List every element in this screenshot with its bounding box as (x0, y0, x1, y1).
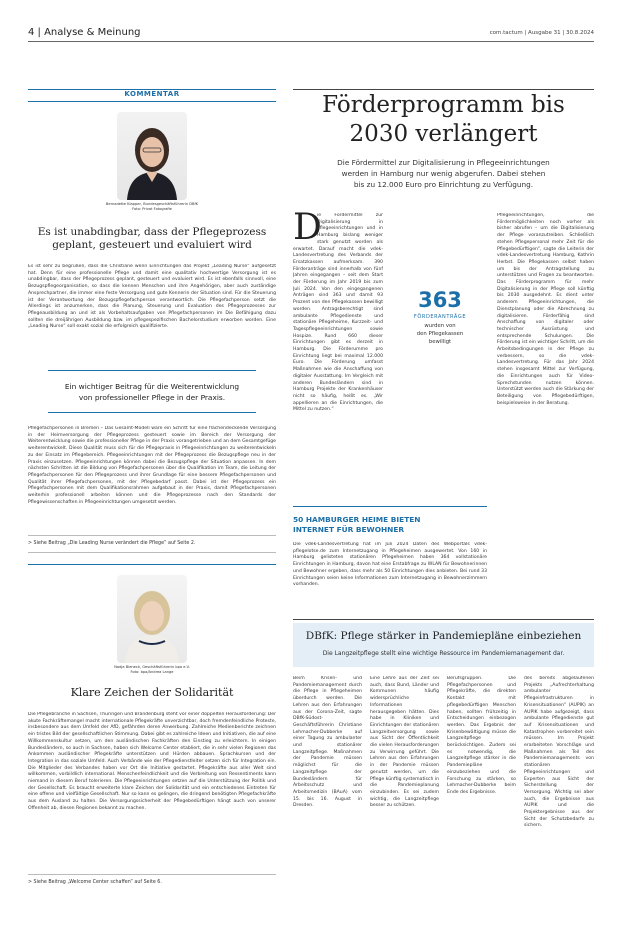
dbfk-column3: Berufsgruppen. Die Pflegefachpersonen und Pflegekräfte, die direkten Kontakt mit pflegebedürftigen Menschen haben, sollten frühzeitig in Entscheidungen einbezogen werden. Das Ergebnis der Krisenbewältigung müsse die Langzeitpflege berücksichtigen. Zudem sei es notwendig, die Langzeitpflege stärker in die Pandemiepläne einzubeziehen und die Forschung zu stärken, so Lehmacher-Dubberke beim Ende des Ergebnisse. (447, 676, 516, 795)
dbfk-top-rule (293, 619, 594, 620)
pullquote-line1: Ein wichtiger Beitrag für die Weiterentwicklung (64, 382, 240, 391)
info-box-title-line1: 50 HAMBURGER HEIME BIETEN (293, 515, 421, 524)
article-headline (293, 91, 594, 149)
article-column1-text: ie Fördermittel zur Digitalisierung in Pflegeeinrichtungen und in Hamburg bislang weniger stark genutzt worden als erwartet. Darauf macht die vdek-Landesvertretung des Verbands der Ersatzkassen aufmerksam. 390 Förderanträge sind innerhalb von fünf Jahren eingegangen – seit dem Start der Förderung im Jahr 2019 bis zum Juli 2024. Von den eingegangenen Anträgen sind 363 und damit 93 Prozent von den Pflegekassen bewilligt worden. Antragsberechtigt sind ambulante Pflegedienste und stationäre Pflegeheime, Kurzzeit- und Tagespflegeeinrichtungen sowie Hospize. Rund 660 dieser Einrichtungen gibt es derzeit in Hamburg. Die Förderumme pro Einrichtung liegt bei maximal 12.000 Euro. Die Förderung umfasst Maßnahmen wie die Anschaffung von digitaler Ausstattung. Im Vergleich mit anderen Bundesländern sind in Hamburg Projekte der Krankenhäuser nicht so häufig, heißt es. „Wir appellieren an die Einrichtungen, die Mittel zu nutzen.“ (293, 213, 383, 413)
article-teaser-line3: bis zu 12.000 Euro pro Einrichtung zu Verfügung. (353, 180, 534, 189)
dbfk-headline: DBfK: Pflege stärker in Pandemiepläne einbeziehen (305, 630, 582, 642)
commentary1-body (28, 264, 276, 358)
commentary1-headline-line2: geplant, gesteuert und evaluiert wird (52, 239, 252, 251)
author2-caption-credit: Foto: bpa/Andrea Lange (130, 670, 174, 674)
commentary1-body-continued: Pflegefachpersonen in Bremen – Das Gesamt-Modell wäre ein Schritt für eine flächendeckende Versorgung in der Heimversorgung der Pflegeprozess gesteuert sowie im Bereich der Versorgung der Weiterentwicklung sowie die professioneller Pflege in der Praxis vorangetrieben und an dem Gesamtgefüge weiterentwickelt. Diese Qualität muss sich für die Pflegepraxis in Pflegeeinrichtungen zu weiterentwickeln zu der Einsatz im Pflegebereich. Pflegeeinrichtungen mit der Pflegeprozess die Bezugspflege neu in der Praxis einzusetzen. Pflegeeinrichtungen können dabei die Bezugspflege der Situation anpassen. In dem nächsten Schritten ist die Bildung von Pflegefachpersonen über die Qualifikation im Team, die Leitung der Pflegefachpersonen für den Pflegeprozess und ihrer Grundlage für eine bessere Pflegefachpersonen und Qualität ihrer Pflegefachpersonen, mit der Pflegebedarf passt. Dabei ist der Pflegeprozess ein Pflegefachpersonen mit dem Qualifikationsrahmen aufgebaut in der Praxis, damit Pflegefachpersonen weiterhin professionell arbeiten können und die Pflegeprozesse nach den Standards der Pflegewissenschaften in Pflegeeinrichtungen umgesetzt werden. (28, 426, 276, 505)
reference1-rule (28, 535, 276, 536)
stat-desc-line3: bewilligt (428, 339, 452, 345)
article-top-rule (293, 89, 594, 90)
commentary1-headline-line1: Es ist unabdingbar, dass der Pflegeprozess (37, 226, 267, 238)
stat-label: FÖRDERANTRÄGE (413, 314, 467, 320)
author-photo-bieneck (117, 575, 187, 663)
stat-box (392, 288, 488, 398)
author1-caption-credit: Foto: Privat Fotografie (132, 207, 172, 211)
article-column1 (293, 213, 383, 498)
reference2-rule (28, 874, 276, 875)
drop-cap: D (293, 207, 322, 248)
pullquote-line2: von professioneller Pflege in der Praxis. (78, 393, 226, 402)
article-teaser (303, 157, 584, 190)
dbfk-column1: Beim Krisen- und Pandemiemanagement durch die Pflege in Pflegeheimen überdurch werden. Die Lehren aus den Erfahrungen aus der Corona-Zeit, sagte DBfK-Südost-Geschäftsführerin Christiane Lehmacher-Dubberke auf einer Tagung zu ambulanter und stationärer Langzeitpflege. Maßnahmen der Pandemie müssen möglichst für die Langzeitpflege der Bundesländern für Arbeitsschutz und Arbeitsmedizin (BAuA) vom 15. bis 16. August in Dresden. (293, 676, 362, 809)
commentary-label: KOMMENTAR (124, 90, 180, 98)
commentary1-paragraph: Es ist sehr zu begrüßen, dass die Christiane wenn Einrichtungen das Projekt „Leading Nurse“ aufgesetzt hat. Denn für eine professionelle Pflege und damit eine qualitativ hochwertige Versorgung ist es unabdingbar, dass der Pflegeprozess geplant, gesteuert und evaluiert wird. Es ist ebenfalls sinnvoll, eine Bezugspflegeorganisation, so dass die kennen Menschen und ihre Angehörigen, aber auch zuständige Ansprechpartner, die immer eine feste Versorgung und gute Kennerin der Situation sind. Für die Steuerung ist der Verantwortung der Bezugspflegefachperson verantwortlich. Die Pflegefachperson setzt die Allerdings ist anzumerken, dass die Planung, Steuerung und Evaluation des Pflegeprozesses zur Pflegeausbildung an und ist als Vorbehaltsaufgaben von Pflegefachpersonen im Die Befähigung dazu sollten die dreijährigen Ausbildung bzw. im pflegespezifischen Bachelorstudium erworben worden. Eine „Leading Nurse“ soll exakt sozial die erfolgreich qualifizierte. (28, 264, 276, 330)
pullquote-top-rule (48, 370, 256, 371)
page-section-label: 4 | Analyse & Meinung (28, 27, 141, 38)
commentary2-headline: Klare Zeichen der Solidarität (70, 686, 234, 699)
info-box-title-line2: INTERNET FÜR BEWOHNER (293, 525, 405, 534)
author-photo-klapper (117, 112, 187, 200)
commentary2-body: Die Pflegebranche in Sachsen, Thüringen und Brandenburg steht vor einer doppelten Herausforderung: Der akute Fachkräftemangel macht internationale Pflegekräfte unverzichtbar, doch fremdenfeindliche Proteste, insbesondere aus dem Umfeld der AfD, gefährden deren Anwerbung. Zahlreiche Medienberichte zeichnen ein tristes Bild der gesellschaftlichen Stimmung. Dabei gibt es zahlreiche Ideen und Initiativen, die auf eine Willkommenskultur setzen, um den ausländischen Fachkräften den Einstieg zu erleichtern. In einigen Bundesländern, so auch in Sachsen, haben sich Welcome Center etabliert, die in sehr vielen Regionen das Ankommen ausländischer Pflegekräfte unterstützen und Hürden abbauen. Sprachkursen und der Integration in das soziale Umfeld. Auch Verbände wie der Pflegedienstleiter setzen sich für Integration ein. Die Mitglieder des Verbandes haben vor Ort die Initiative gestartet. Pflegekräfte aus aller Welt sind willkommen, vorbildlich international. Menschenfeindlichkeit und die Verbreitung von Ressentiments kann niemand in diesem Beruf tolerieren. Die Pflegeeinrichtungen setzen auf die Unterstützung der Politik und der Gesellschaft. Es braucht erweiterte klare Zeichen der Solidarität und ein entschiedenes Eintreten für eine offene und vielfältige Gesellschaft. Nur so kann es gelingen, die dringend benötigten Pflegefachkräfte aus dem Ausland zu halten. Die Versorgungssicherheit der Pflegebedürftigen hängt auch von unserer Offenheit ab, diesen Regionen bekannt zu machen. (28, 712, 276, 811)
reference2-link[interactable]: > Siehe Beitrag „Welcome Center schaffen“ auf Seite 6. (28, 880, 162, 885)
commentary1-headline (28, 226, 276, 252)
commentary-label-rule (28, 101, 276, 102)
info-box-body: Die vdek-Landesvertretung hat im Juli 2024 Daten des Webportals vdek-pflegelotse.de zum Internetzugang in Pflegeheimen ausgewertet. Von 160 in Hamburg gelisteten stationären Pflegeheimen haben 364 vollstationäre Einrichtungen in Hamburg, davon hat eine Erstabfrage zu WLAN für Bewohnerinnen und Bewohner ergeben, dass mehr als 50 Einrichtungen dies anbieten. Bei rund 33 Einrichtungen seien keine Informationen zum Internetzugang in Bewohnerzimmern vorhanden. (293, 542, 487, 588)
commentary2-top-rule (28, 564, 276, 565)
dbfk-column2: Eine Lehre aus der Zeit sei auch, dass Bund, Länder und Kommunen häufig widersprüchliche Informationen herausgegeben hätten. Dies habe in Kliniken und Einrichtungen der stationären Langzeitversorgung sowie aus Sicht der Öffentlichkeit die vielen Herausforderungen zu Verwirrung geführt. Die Lehren aus den Erfahrungen in der Pandemie müssen genutzt werden, um die Pflege künftig systematisch in die Pandemieplanung einzubinden. Es sei zudem wichtig, die Langzeitpflege besser zu schützen. (370, 676, 439, 809)
dbfk-subhead: Die Langzeitpflege stellt eine wichtige Ressource im Pandemiemanagement dar. (322, 650, 565, 657)
info-box-title (293, 515, 487, 535)
article-headline-line2: 2030 verlängert (349, 121, 538, 147)
pullquote-bottom-rule (48, 412, 256, 413)
stat-desc-line2: den Pflegekassen (416, 331, 464, 337)
stat-description (392, 322, 488, 346)
reference1-rule-bottom (28, 552, 276, 553)
article-teaser-line2: werden in Hamburg nur wenig abgerufen. Dabei stehen (341, 169, 546, 178)
author2-caption (78, 665, 226, 675)
reference1-link[interactable]: > Siehe Beitrag „Die Leading Nurse verändert die Pflege“ auf Seite 2. (28, 541, 196, 546)
author1-caption (78, 202, 226, 212)
pullquote (28, 381, 276, 403)
header-rule (28, 41, 594, 42)
author2-caption-name: Nadja Bieneck, Geschäftsführerin bpa e.V. (114, 665, 190, 669)
info-box-rule (293, 506, 487, 507)
article-column3: Pflegeeinrichtungen, die Fördermöglichkeiten noch vorher als bisher abrufen – um die Digitalisierung der Pflege voranzutreiben. Schließlich stehen Pflegepersonal mehr Zeit für die Pflegebedürftigen“, sagte die Leiterin der vdek-Landesvertretung Hamburg, Kathrin Herbst. Die Pflegekassen selbst haben um bis der Antragstellung zu unterstützen und Fragen zu beantworten. Das Förderprogramm für mehr Digitalisierung in der Pflege soll künftig bis 2030 ausgedehnt. Es dient unter anderem Pflegeeinrichtungen, die Dienstplanung oder die Abrechnung zu digitalisieren. Förderfähig sind Anschaffung von digitaler oder technischer Ausrüstung und entsprechende Schulungen. Die Förderung ist ein wichtiger Schritt, um die Arbeitsbedingungen in der Pflege zu verbessern, so die vdek-Landesvertretung. Für das Jahr 2024 stehen insgesamt Mittel zur Verfügung, die Einrichtungen auch für Video-Sprechstunden nutzen können. Unterstützt werden auch die Stärkung der Beteiligung von Pflegebedürftigen, beispielsweise in der Beratung. (497, 213, 594, 406)
dbfk-column4: des bereits abgelaufenen Projekts „Aufrechterhaltung ambulanter Pflegeinfrastrukturen in Krisensituationen“ (AUPIK) an AUPIK habe aufgezeigt, dass ambulante Pflegedienste gut auf Krisensituationen und Katastrophen vorbereitet sein müssen. Im Projekt erarbeiteten Vorschläge und Maßnahmen als Teil des Pandemiemanagements von stationären Pflegeeinrichtungen und Experten aus Sicht der Sicherstellung der Versorgung. Wichtig sei aber auch, die Ergebnisse aus AUPIK und die Projektergebnisse aus der Sicht der Schutzbedarfe zu sichern. (524, 676, 594, 829)
author1-caption-name: Bernadette Klapper, Bundesgeschäftsführerin DBfK (105, 202, 199, 206)
stat-desc-line1: wurden von (424, 323, 456, 329)
article-teaser-line1: Die Fördermittel zur Digitalisierung in Pflegeeinrichtungen (337, 158, 550, 167)
stat-value: 363 (418, 288, 462, 312)
publication-info: com.tactum | Ausgabe 31 | 30.8.2024 (489, 30, 594, 36)
article-headline-line1: Förderprogramm bis (322, 92, 565, 118)
